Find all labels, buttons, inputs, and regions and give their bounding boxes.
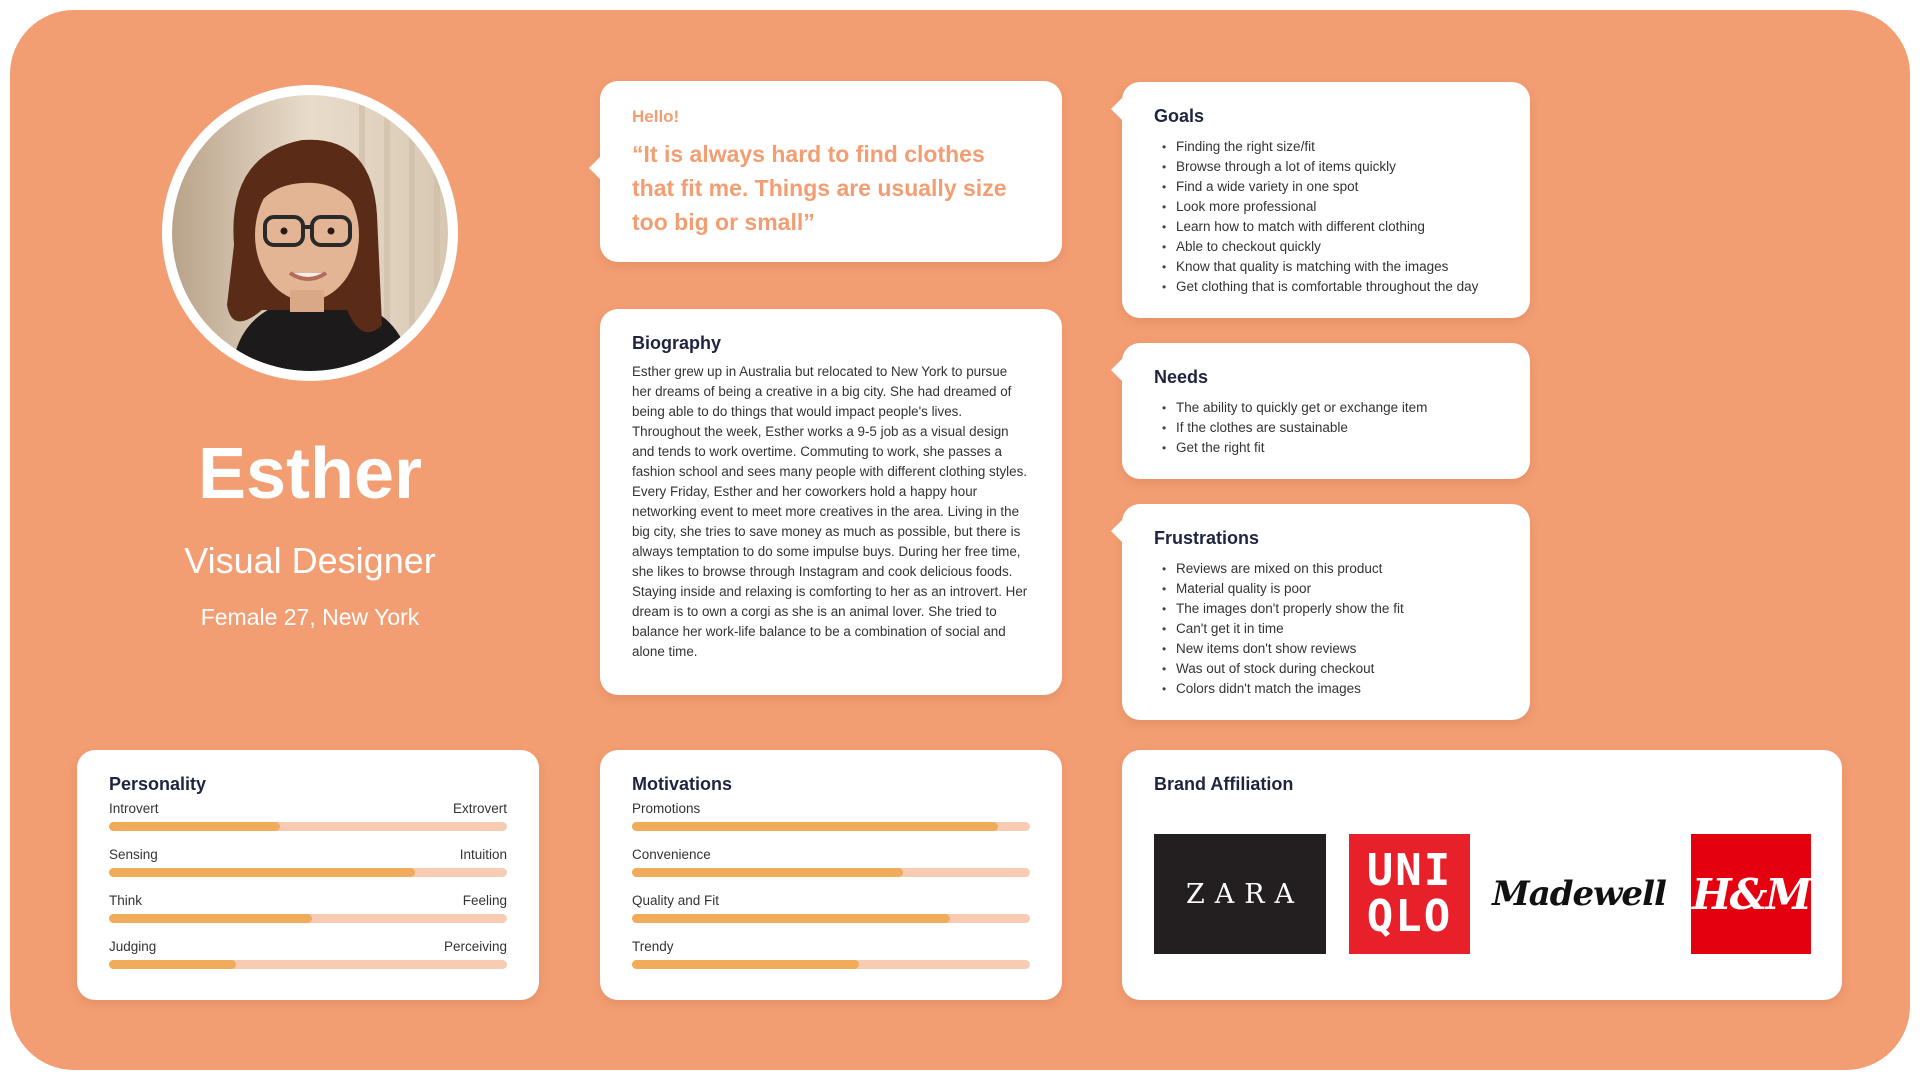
quote-greeting: Hello! bbox=[632, 107, 680, 126]
list-item: • Look more professional bbox=[1154, 197, 1498, 217]
list-item: • Get clothing that is comfortable throughout the day bbox=[1154, 277, 1498, 297]
speech-pointer bbox=[1111, 520, 1122, 542]
personality-title: Personality bbox=[109, 774, 207, 794]
motivation-label: Quality and Fit bbox=[632, 893, 720, 908]
list-item: • The images don't properly show the fit bbox=[1154, 599, 1498, 619]
scale-fill bbox=[109, 914, 312, 923]
scale-left-label: Judging bbox=[109, 939, 157, 954]
scale-left-label: Introvert bbox=[109, 801, 159, 816]
biography-title: Biography bbox=[632, 333, 722, 353]
persona-photo bbox=[172, 95, 448, 371]
motivation-track bbox=[632, 822, 1030, 831]
motivations-card bbox=[600, 750, 1062, 1000]
speech-pointer bbox=[1111, 359, 1122, 381]
persona-name: Esther bbox=[197, 434, 423, 514]
motivation-label: Trendy bbox=[632, 939, 674, 954]
personality-scale bbox=[109, 847, 507, 877]
list-item: • Browse through a lot of items quickly bbox=[1154, 157, 1498, 177]
motivation-track bbox=[632, 960, 1030, 969]
list-item: • Finding the right size/fit bbox=[1154, 137, 1498, 157]
zara-logo: ZARA bbox=[1154, 834, 1326, 954]
persona-demographics: Female 27, New York bbox=[200, 604, 420, 630]
avatar bbox=[162, 85, 458, 381]
scale-fill bbox=[109, 822, 280, 831]
brand-logos bbox=[1154, 834, 1810, 954]
motivation-item bbox=[632, 939, 1030, 969]
persona-role: Visual Designer bbox=[184, 540, 436, 581]
list-item: • If the clothes are sustainable bbox=[1154, 418, 1498, 438]
list-item: • Material quality is poor bbox=[1154, 579, 1498, 599]
list-item: • The ability to quickly get or exchange item bbox=[1154, 398, 1498, 418]
list-item: • Learn how to match with different clothing bbox=[1154, 217, 1498, 237]
quote-card bbox=[600, 81, 1062, 262]
uniqlo-logo: UNI QLO bbox=[1349, 834, 1470, 954]
motivation-track bbox=[632, 868, 1030, 877]
goals-card bbox=[1122, 82, 1530, 318]
needs-card bbox=[1122, 343, 1530, 479]
goals-title: Goals bbox=[1154, 106, 1205, 126]
scale-fill bbox=[109, 960, 236, 969]
scale-right-label: Intuition bbox=[459, 847, 507, 862]
motivation-item bbox=[632, 847, 1030, 877]
motivation-label: Convenience bbox=[632, 847, 711, 862]
scale-track bbox=[109, 868, 507, 877]
motivation-bars bbox=[632, 801, 1030, 969]
biography-card bbox=[600, 309, 1062, 695]
needs-title: Needs bbox=[1154, 367, 1209, 387]
scale-left-label: Think bbox=[109, 893, 143, 908]
personality-card bbox=[77, 750, 539, 1000]
goals-list bbox=[1154, 137, 1498, 297]
list-item: • Reviews are mixed on this product bbox=[1154, 559, 1498, 579]
scale-track bbox=[109, 960, 507, 969]
frustrations-title: Frustrations bbox=[1154, 528, 1260, 548]
persona-board bbox=[10, 10, 1910, 1070]
hm-logo: H&M bbox=[1691, 834, 1811, 954]
motivation-fill bbox=[632, 822, 998, 831]
motivation-track bbox=[632, 914, 1030, 923]
list-item: • Find a wide variety in one spot bbox=[1154, 177, 1498, 197]
personality-scale bbox=[109, 939, 507, 969]
frustrations-card bbox=[1122, 504, 1530, 720]
list-item: • Able to checkout quickly bbox=[1154, 237, 1498, 257]
list-item: • Was out of stock during checkout bbox=[1154, 659, 1498, 679]
brand-affiliation-card bbox=[1122, 750, 1842, 1000]
quote-text: “It is always hard to find clothes that fit me. Things are usually size too big or small” bbox=[632, 141, 1007, 235]
list-item: • Get the right fit bbox=[1154, 438, 1498, 458]
scale-fill bbox=[109, 868, 415, 877]
biography-text: Esther grew up in Australia but relocated to New York to pursue her dreams of being a creative in a big city. She had dreamed of being able to do things that would impact people's lives. Throughout the week, Esther works a 9-5 job as a visual design and tends to work overtime. Commuting to work, she passes a fashion school and sees many people with different clothing styles. Every Friday, Esther and her coworkers hold a happy hour networking event to meet more creatives in the area. Living in the big city, she tries to save money as much as possible, but there is always temptation to do some impulse buys. During her free time, she likes to browse through Instagram and cook delicious foods. Staying inside and relaxing is comforting to her as an introvert. Her dream is to own a corgi as she is an animal lover. She tried to balance her work-life balance to be a combination of social and alone time. bbox=[632, 364, 1028, 659]
list-item: • Colors didn't match the images bbox=[1154, 679, 1498, 699]
list-item: • New items don't show reviews bbox=[1154, 639, 1498, 659]
frustrations-list bbox=[1154, 559, 1498, 699]
scale-track bbox=[109, 822, 507, 831]
personality-scale bbox=[109, 893, 507, 923]
motivation-fill bbox=[632, 868, 903, 877]
personality-scale bbox=[109, 801, 507, 831]
list-item: • Know that quality is matching with the images bbox=[1154, 257, 1498, 277]
motivation-item bbox=[632, 801, 1030, 831]
speech-pointer bbox=[589, 157, 600, 179]
personality-scales bbox=[109, 801, 507, 969]
needs-list bbox=[1154, 398, 1498, 458]
scale-track bbox=[109, 914, 507, 923]
motivation-label: Promotions bbox=[632, 801, 701, 816]
scale-right-label: Extrovert bbox=[452, 801, 507, 816]
speech-pointer bbox=[1111, 98, 1122, 120]
motivation-item bbox=[632, 893, 1030, 923]
scale-left-label: Sensing bbox=[109, 847, 158, 862]
motivation-fill bbox=[632, 960, 859, 969]
madewell-logo: Madewell bbox=[1492, 874, 1666, 914]
brand-affiliation-title: Brand Affiliation bbox=[1154, 774, 1294, 794]
motivation-fill bbox=[632, 914, 950, 923]
scale-right-label: Feeling bbox=[462, 893, 507, 908]
scale-right-label: Perceiving bbox=[443, 939, 507, 954]
motivations-title: Motivations bbox=[632, 774, 733, 794]
list-item: • Can't get it in time bbox=[1154, 619, 1498, 639]
